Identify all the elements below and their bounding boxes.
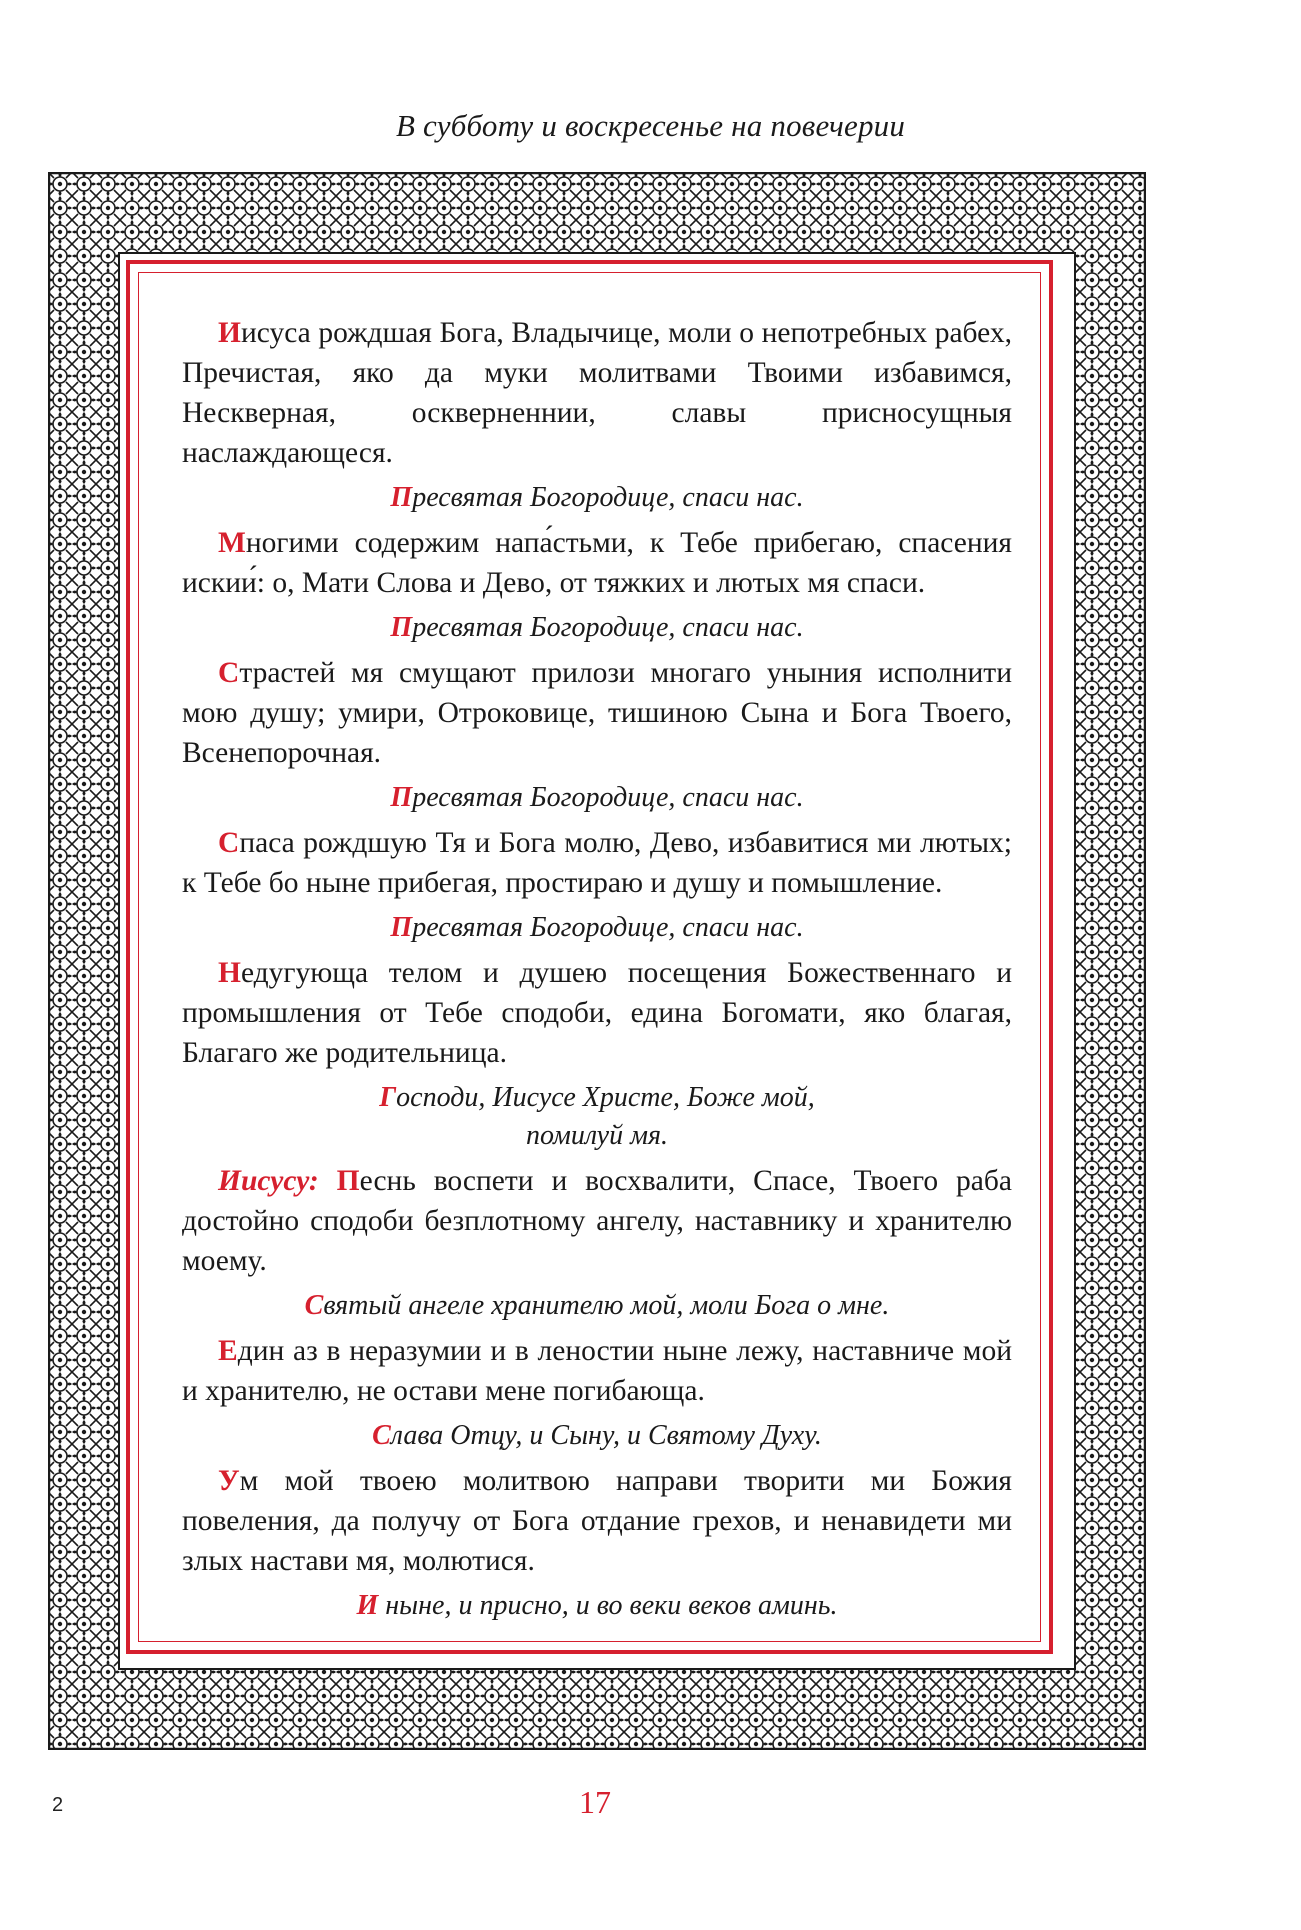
drop-initial: М (218, 527, 246, 559)
verse-text: трастей мя смущают прилози многаго уныния исполнити мою душу; умири, Отроковице, тишиною Сына и Бога Твоего, Всенепорочная. (182, 657, 1012, 769)
refrain-initial: П (390, 782, 413, 813)
prayer-text (182, 313, 1012, 1625)
drop-initial: Е (218, 1335, 238, 1367)
verse-7 (182, 1331, 1012, 1411)
drop-initial: И (218, 317, 241, 349)
refrain-initial: П (390, 482, 413, 513)
refrain-text: вятый ангеле хранителю мой, моли Бога о мне. (323, 1290, 890, 1321)
refrain-8 (182, 1587, 1012, 1625)
refrain-text: лава Отцу, и Сыну, и Святому Духу. (390, 1420, 822, 1451)
drop-initial: Н (218, 957, 241, 989)
verse-text: едугующа телом и душею посещения Божественнаго и промышления от Тебе сподоби, едина Богомати, яко благая, Благаго же родительница. (182, 957, 1012, 1069)
verse-8 (182, 1461, 1012, 1581)
refrain-text: ресвятая Богородице, спаси нас. (412, 782, 804, 813)
drop-initial: У (218, 1465, 240, 1497)
verse-4 (182, 823, 1012, 903)
verse-5 (182, 953, 1012, 1073)
verse-text: исуса рождшая Бога, Владычице, моли о непотребных рабех, Пречистая, яко да муки молитвами Твоими избавимся, Нескверная, оскверненнии, славы присносущныя наслаждающеся. (182, 317, 1012, 469)
refrain-initial: П (390, 912, 413, 943)
verse-label: Иисусу: (218, 1165, 319, 1197)
refrain-text: ресвятая Богородице, спаси нас. (412, 912, 804, 943)
signature-mark: 2 (52, 1794, 64, 1816)
verse-3 (182, 653, 1012, 773)
verse-text: паса рождшую Тя и Бога молю, Дево, избавитися ми лютых; к Тебе бо ныне прибегая, простираю и душу и помышление. (182, 827, 1012, 899)
verse-text: ногими содержим напа́стьми, к Тебе прибегаю, спасения искии́: о, Мати Слова и Дево, от тяжких и лютых мя спаси. (182, 527, 1012, 599)
refrain-5 (182, 1079, 1012, 1155)
refrain-text: ресвятая Богородице, спаси нас. (412, 482, 804, 513)
refrain-initial: Г (379, 1082, 397, 1113)
refrain-text: ныне, и присно, и во веки веков аминь. (378, 1590, 838, 1621)
refrain-6 (182, 1287, 1012, 1325)
page-number: 17 (579, 1784, 611, 1820)
verse-text: м мой твоею молитвою направи творити ми Божия повеления, да получу от Бога отдание грехов, и ненавидети ми злых настави мя, молютися. (182, 1465, 1012, 1577)
refrain-1 (182, 479, 1012, 517)
drop-initial: С (218, 657, 240, 689)
verse-2 (182, 523, 1012, 603)
refrain-initial: С (304, 1290, 324, 1321)
refrain-initial: П (390, 612, 413, 643)
refrain-text-line1: осподи, Иисусе Христе, Боже мой, (396, 1082, 815, 1113)
verse-1 (182, 313, 1012, 473)
verse-text: еснь воспети и восхвалити, Спасе, Твоего раба достойно сподоби безплотному ангелу, наставнику и хранителю моему. (182, 1165, 1012, 1277)
refrain-4 (182, 909, 1012, 947)
drop-initial: П (336, 1165, 360, 1197)
running-header: В субботу и воскресенье на повечерии (395, 108, 906, 143)
verse-text: дин аз в неразумии и в леностии ныне лежу, наставниче мой и хранителю, не остави мене погибающа. (182, 1335, 1012, 1407)
verse-6 (182, 1161, 1012, 1281)
refrain-text: ресвятая Богородице, спаси нас. (412, 612, 804, 643)
refrain-initial: С (372, 1420, 391, 1451)
refrain-3 (182, 779, 1012, 817)
refrain-initial: И (356, 1590, 379, 1621)
refrain-7 (182, 1417, 1012, 1455)
refrain-text-line2: помилуй мя. (526, 1120, 668, 1151)
refrain-2 (182, 609, 1012, 647)
drop-initial: С (218, 827, 240, 859)
